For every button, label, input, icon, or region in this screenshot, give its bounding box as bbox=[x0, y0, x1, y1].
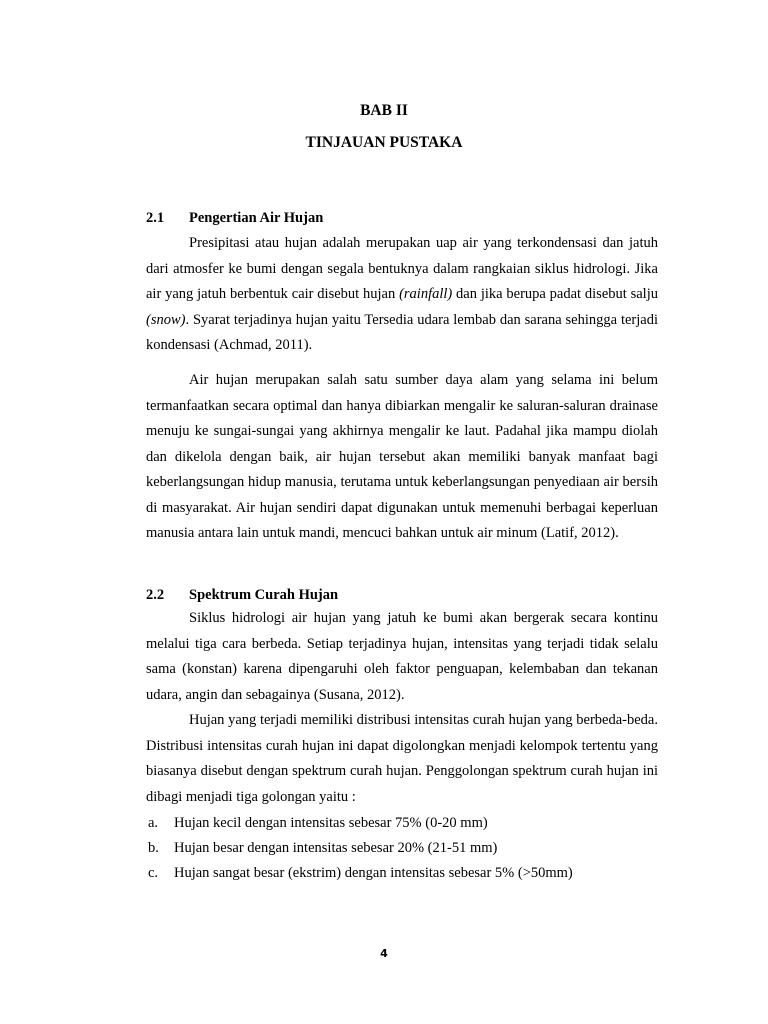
chapter-title: TINJAUAN PUSTAKA bbox=[305, 134, 463, 151]
term-snow: (snow) bbox=[146, 311, 186, 328]
list-item bbox=[146, 861, 666, 886]
paragraph-2-2-2: Hujan yang terjadi memiliki distribusi intensitas curah hujan yang berbeda-beda. Distribusi intensitas curah hujan ini dapat digolongkan menjadi kelompok tertentu yang biasanya disebut dengan spektrum curah hujan. Penggolongan spektrum curah hujan ini dibagi menjadi tiga golongan yaitu : bbox=[146, 712, 658, 805]
paragraph-2-1-1 bbox=[146, 231, 658, 359]
paragraph-text: Presipitasi atau hujan adalah merupakan uap air yang terkondensasi dan jatuh dari atmosfer ke bumi dengan segala bentuknya dalam rangkaian siklus hidrologi. Jika air yang jatuh berbentuk cair disebut hujan bbox=[146, 235, 658, 302]
section-heading-2-2 bbox=[146, 587, 338, 604]
section-number: 2.2 bbox=[146, 587, 165, 603]
list-item bbox=[146, 811, 666, 836]
page-number: 4 bbox=[380, 947, 388, 960]
rainfall-spectrum-list bbox=[146, 811, 666, 886]
chapter-label: BAB II bbox=[360, 102, 408, 119]
list-item bbox=[146, 836, 666, 861]
term-rainfall: (rainfall) bbox=[399, 286, 453, 302]
paragraph-text: dan jika berupa padat disebut salju bbox=[452, 286, 658, 302]
list-marker: b. bbox=[148, 840, 159, 856]
section-title: Pengertian Air Hujan bbox=[189, 210, 324, 226]
section-title: Spektrum Curah Hujan bbox=[189, 587, 339, 603]
paragraph-2-1-2: Air hujan merupakan salah satu sumber daya alam yang selama ini belum termanfaatkan secara optimal dan hanya dibiarkan mengalir ke saluran-saluran drainase menuju ke sungai-sungai yang akhirnya mengalir ke laut. Padahal jika mampu diolah dan dikelola dengan baik, air hujan tersebut akan memiliki banyak manfaat bagi keberlangsungan hidup manusia, terutama untuk keberlangsungan penyediaan air bersih di masyarakat. Air hujan sendiri dapat digunakan untuk memenuhi berbagai keperluan manusia antara lain untuk mandi, mencuci bahkan untuk air minum (Latif, 2012). bbox=[146, 372, 658, 541]
list-marker: c. bbox=[148, 865, 159, 881]
list-text: Hujan besar dengan intensitas sebesar 20% (21-51 mm) bbox=[174, 840, 498, 856]
list-text: Hujan sangat besar (ekstrim) dengan intensitas sebesar 5% (>50mm) bbox=[174, 865, 573, 881]
paragraph-2-2-1: Siklus hidrologi air hujan yang jatuh ke bumi akan bergerak secara kontinu melalui tiga cara berbeda. Setiap terjadinya hujan, intensitas yang terjadi tidak selalu sama (konstan) karena dipengaruhi oleh faktor penguapan, kelembaban dan tekanan udara, angin dan sebagainya (Susana, 2012). bbox=[146, 610, 658, 703]
list-marker: a. bbox=[148, 815, 159, 831]
section-number: 2.1 bbox=[146, 210, 165, 226]
section-heading-2-1 bbox=[146, 210, 323, 227]
paragraph-text: . Syarat terjadinya hujan yaitu Tersedia udara lembab dan sarana sehingga terjadi kondensasi (Achmad, 2011). bbox=[146, 311, 658, 353]
list-text: Hujan kecil dengan intensitas sebesar 75% (0-20 mm) bbox=[174, 815, 488, 831]
